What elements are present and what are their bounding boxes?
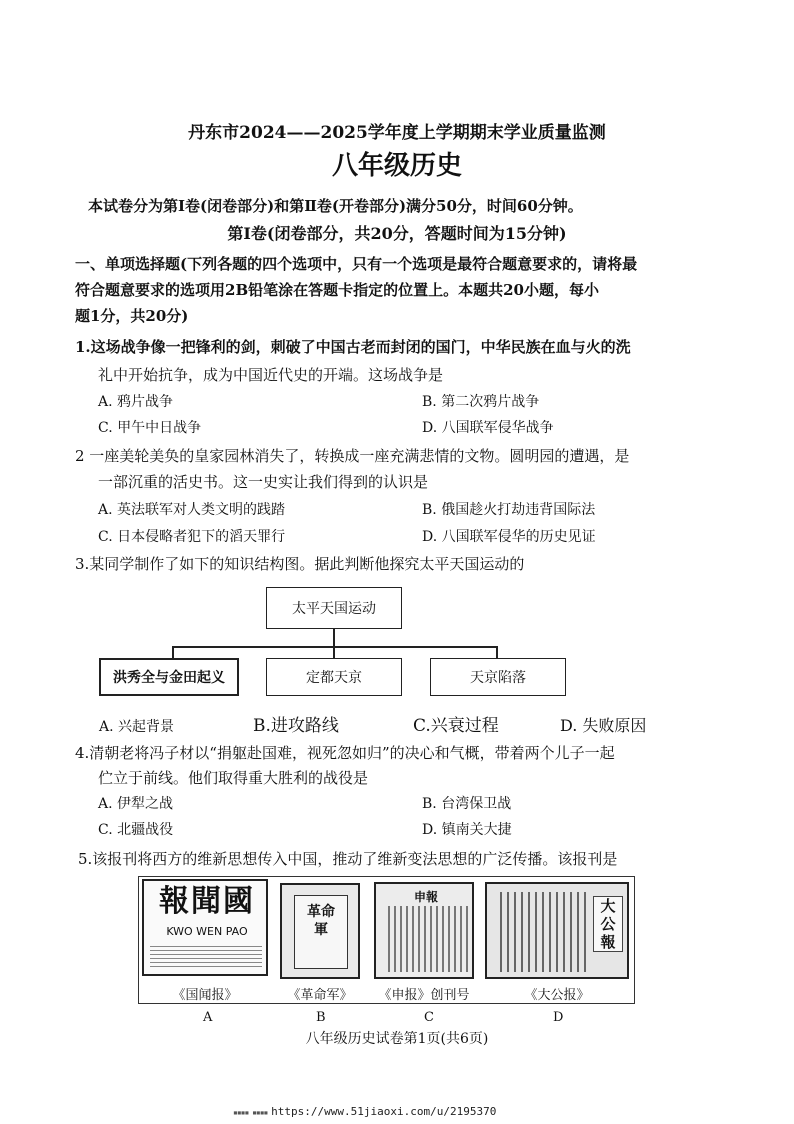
q3-option-c: C.兴衰过程 — [413, 716, 499, 736]
section-title: 第Ⅰ卷(闭卷部分，共20分，答题时间为15分钟) — [227, 224, 567, 243]
newspaper-image-c — [374, 882, 474, 979]
newsprint-columns-c — [384, 906, 468, 972]
q2-stem-line-1: 2 一座美轮美奂的皇家园林消失了，转换成一座充满悲情的文物。圆明园的遭遇，是 — [75, 447, 630, 465]
q3-option-b: B.进攻路线 — [253, 716, 339, 736]
q1-option-a: A. 鸦片战争 — [98, 394, 174, 410]
image-letter-b: B — [316, 1010, 326, 1025]
diagram-connector-right — [496, 646, 498, 658]
q2-option-a: A. 英法联军对人类文明的践踏 — [98, 502, 286, 518]
q3-option-a: A. 兴起背景 — [99, 719, 175, 735]
q1-stem-line-1: 1.这场战争像一把锋利的剑，刺破了中国古老而封闭的国门，中华民族在血与火的洗 — [75, 338, 631, 356]
masthead-d: 大公報 — [593, 896, 623, 952]
diagram-connector-left — [172, 646, 174, 658]
caption-c: 《申报》创刊号 — [378, 988, 470, 1003]
q1-option-c: C. 甲午中日战争 — [98, 420, 202, 436]
q2-stem-line-2: 一部沉重的活史书。这一史实让我们得到的认识是 — [98, 473, 429, 491]
masthead-c: 申報 — [413, 890, 438, 904]
diagram-connector-horizontal — [172, 646, 497, 648]
newsprint-columns-d — [495, 892, 587, 972]
caption-d: 《大公报》 — [524, 988, 590, 1003]
q1-stem-line-2: 礼中开始抗争，成为中国近代史的开端。这场战争是 — [98, 366, 444, 384]
exam-intro: 本试卷分为第Ⅰ卷(闭卷部分)和第Ⅱ卷(开卷部分)满分50分，时间60分钟。 — [88, 197, 583, 215]
page-footer: 八年级历史试卷第1页(共6页) — [305, 1031, 489, 1047]
newsprint-lines-a — [150, 943, 262, 969]
q2-option-b: B. 俄国趁火打劫违背国际法 — [422, 502, 596, 518]
q4-stem-line-2: 伫立于前线。他们取得重大胜利的战役是 — [98, 769, 369, 787]
q3-stem: 3.某同学制作了如下的知识结构图。据此判断他探究太平天国运动的 — [75, 555, 525, 573]
masthead-a-en: KWO WEN PAO — [166, 925, 248, 938]
q4-stem-line-1: 4.清朝老将冯子材以“捐躯赴国难，视死忽如归”的决心和气概，带着两个儿子一起 — [75, 744, 615, 762]
q3-option-d: D. 失败原因 — [560, 716, 647, 735]
watermark-url[interactable] — [233, 1105, 496, 1118]
masthead-b: 革命軍 — [307, 904, 335, 938]
image-letter-c: C — [424, 1010, 434, 1025]
instruction-line-1: 一、单项选择题(下列各题的四个选项中，只有一个选项是最符合题意要求的，请将最 — [75, 255, 638, 273]
caption-a: 《国闻报》 — [172, 988, 238, 1003]
newspaper-image-a — [142, 879, 268, 976]
q4-option-a: A. 伊犁之战 — [98, 796, 174, 812]
newspaper-image-b — [280, 883, 360, 979]
diagram-connector-middle — [333, 646, 335, 658]
newspaper-image-d — [485, 882, 629, 979]
q2-option-c: C. 日本侵略者犯下的滔天罪行 — [98, 529, 286, 545]
diagram-child-box-3: 天京陷落 — [430, 658, 566, 696]
caption-b: 《革命军》 — [287, 988, 353, 1003]
q1-option-d: D. 八国联军侵华战争 — [422, 420, 554, 436]
watermark-decoration: ▪▪▪▪ ▪▪▪▪ — [233, 1108, 272, 1117]
q4-option-c: C. 北疆战役 — [98, 822, 174, 838]
subject-title: 八年级历史 — [331, 151, 462, 181]
q4-option-b: B. 台湾保卫战 — [422, 796, 512, 812]
diagram-root-box: 太平天国运动 — [266, 587, 402, 629]
q2-option-d: D. 八国联军侵华的历史见证 — [422, 529, 596, 545]
diagram-child-box-2: 定都天京 — [266, 658, 402, 696]
watermark-link[interactable]: https://www.51jiaoxi.com/u/2195370 — [271, 1105, 497, 1118]
instruction-line-3: 题1分，共20分) — [75, 307, 189, 325]
q5-stem: 5.该报刊将西方的维新思想传入中国，推动了维新变法思想的广泛传播。该报刊是 — [78, 850, 618, 868]
q4-option-d: D. 镇南关大捷 — [422, 822, 512, 838]
exam-title: 丹东市2024——2025学年度上学期期末学业质量监测 — [188, 123, 606, 143]
diagram-connector-vertical — [333, 629, 335, 646]
masthead-a: 報聞國 — [159, 884, 255, 919]
image-letter-a: A — [203, 1010, 213, 1025]
diagram-child-box-1: 洪秀全与金田起义 — [99, 658, 239, 696]
image-letter-d: D — [553, 1010, 564, 1025]
instruction-line-2: 符合题意要求的选项用2B铅笔涂在答题卡指定的位置上。本题共20小题，每小 — [75, 281, 599, 299]
q1-option-b: B. 第二次鸦片战争 — [422, 394, 540, 410]
